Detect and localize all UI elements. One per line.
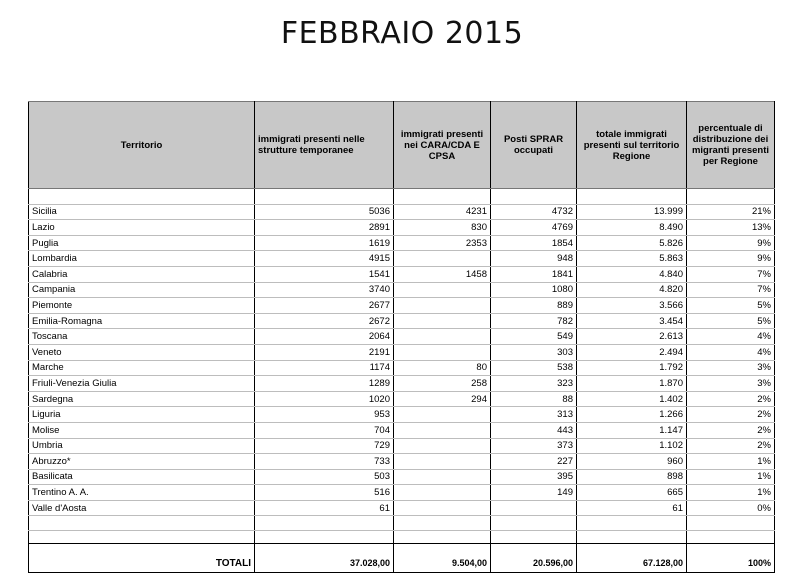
cell-totale: 4.820 bbox=[577, 282, 687, 298]
cell-sprar: 782 bbox=[491, 313, 577, 329]
cell-totale: 3.566 bbox=[577, 298, 687, 314]
cell-sprar: 88 bbox=[491, 391, 577, 407]
cell-sprar: 4769 bbox=[491, 220, 577, 236]
cell-percentuale: 2% bbox=[687, 422, 775, 438]
table-row bbox=[29, 235, 775, 251]
cell-region: Trentino A. A. bbox=[29, 485, 255, 501]
cell-region: Liguria bbox=[29, 407, 255, 423]
cell-region: Molise bbox=[29, 422, 255, 438]
cell-sprar bbox=[491, 500, 577, 516]
totals-label: TOTALI bbox=[29, 544, 255, 573]
cell-percentuale: 2% bbox=[687, 391, 775, 407]
cell-totale: 8.490 bbox=[577, 220, 687, 236]
cell-percentuale: 9% bbox=[687, 251, 775, 267]
cell-region: Sicilia bbox=[29, 204, 255, 220]
cell-temporanee: 704 bbox=[255, 422, 394, 438]
cell-sprar: 443 bbox=[491, 422, 577, 438]
table-row bbox=[29, 469, 775, 485]
gap-row bbox=[29, 531, 775, 544]
table-row bbox=[29, 329, 775, 345]
cell-region: Marche bbox=[29, 360, 255, 376]
cell-cara bbox=[394, 485, 491, 501]
cell-region: Puglia bbox=[29, 235, 255, 251]
table-row bbox=[29, 422, 775, 438]
cell-cara: 830 bbox=[394, 220, 491, 236]
total-temporanee: 37.028,00 bbox=[255, 544, 394, 573]
table-row bbox=[29, 360, 775, 376]
cell-percentuale: 3% bbox=[687, 360, 775, 376]
table-row bbox=[29, 485, 775, 501]
cell-totale: 1.792 bbox=[577, 360, 687, 376]
cell-percentuale: 5% bbox=[687, 298, 775, 314]
cell-temporanee: 4915 bbox=[255, 251, 394, 267]
cell-sprar: 323 bbox=[491, 376, 577, 392]
cell-region: Toscana bbox=[29, 329, 255, 345]
table-row bbox=[29, 454, 775, 470]
cell-percentuale: 3% bbox=[687, 376, 775, 392]
cell-cara bbox=[394, 282, 491, 298]
cell-totale: 3.454 bbox=[577, 313, 687, 329]
cell-cara: 4231 bbox=[394, 204, 491, 220]
total-sprar: 20.596,00 bbox=[491, 544, 577, 573]
cell-temporanee: 953 bbox=[255, 407, 394, 423]
cell-temporanee: 729 bbox=[255, 438, 394, 454]
cell-cara bbox=[394, 329, 491, 345]
cell-percentuale: 5% bbox=[687, 313, 775, 329]
cell-sprar: 395 bbox=[491, 469, 577, 485]
cell-region: Sardegna bbox=[29, 391, 255, 407]
cell-sprar: 373 bbox=[491, 438, 577, 454]
cell-sprar: 313 bbox=[491, 407, 577, 423]
cell-totale: 1.870 bbox=[577, 376, 687, 392]
cell-temporanee: 1541 bbox=[255, 266, 394, 282]
table-row bbox=[29, 407, 775, 423]
header-cara: immigrati presenti nei CARA/CDA E CPSA bbox=[394, 102, 491, 189]
cell-temporanee: 2677 bbox=[255, 298, 394, 314]
cell-region: Lombardia bbox=[29, 251, 255, 267]
cell-cara: 294 bbox=[394, 391, 491, 407]
cell-temporanee: 733 bbox=[255, 454, 394, 470]
cell-sprar: 549 bbox=[491, 329, 577, 345]
cell-totale: 1.402 bbox=[577, 391, 687, 407]
cell-totale: 665 bbox=[577, 485, 687, 501]
header-temporanee: immigrati presenti nelle strutture temporanee bbox=[255, 102, 394, 189]
total-cara: 9.504,00 bbox=[394, 544, 491, 573]
cell-sprar: 149 bbox=[491, 485, 577, 501]
cell-sprar: 1080 bbox=[491, 282, 577, 298]
immigration-table bbox=[28, 101, 775, 573]
cell-cara bbox=[394, 251, 491, 267]
header-sprar: Posti SPRAR occupati bbox=[491, 102, 577, 189]
table-row bbox=[29, 438, 775, 454]
cell-temporanee: 1289 bbox=[255, 376, 394, 392]
total-percentuale: 100% bbox=[687, 544, 775, 573]
cell-percentuale: 7% bbox=[687, 282, 775, 298]
cell-cara: 2353 bbox=[394, 235, 491, 251]
cell-region: Valle d'Aosta bbox=[29, 500, 255, 516]
header-territorio: Territorio bbox=[29, 102, 255, 189]
cell-temporanee: 61 bbox=[255, 500, 394, 516]
cell-totale: 960 bbox=[577, 454, 687, 470]
cell-temporanee: 503 bbox=[255, 469, 394, 485]
cell-region: Veneto bbox=[29, 344, 255, 360]
table-row bbox=[29, 282, 775, 298]
cell-percentuale: 13% bbox=[687, 220, 775, 236]
cell-temporanee: 516 bbox=[255, 485, 394, 501]
cell-cara bbox=[394, 422, 491, 438]
cell-cara: 80 bbox=[394, 360, 491, 376]
cell-region: Abruzzo* bbox=[29, 454, 255, 470]
table-row bbox=[29, 220, 775, 236]
table-row bbox=[29, 391, 775, 407]
cell-percentuale: 2% bbox=[687, 407, 775, 423]
page-title: FEBBRAIO 2015 bbox=[280, 16, 524, 51]
cell-sprar: 227 bbox=[491, 454, 577, 470]
cell-totale: 1.102 bbox=[577, 438, 687, 454]
table-row bbox=[29, 500, 775, 516]
cell-region: Piemonte bbox=[29, 298, 255, 314]
cell-percentuale: 21% bbox=[687, 204, 775, 220]
cell-temporanee: 1020 bbox=[255, 391, 394, 407]
cell-sprar: 948 bbox=[491, 251, 577, 267]
table-row bbox=[29, 204, 775, 220]
total-totale: 67.128,00 bbox=[577, 544, 687, 573]
table-row bbox=[29, 251, 775, 267]
header-percentuale: percentuale di distribuzione dei migranti presenti per Regione bbox=[687, 102, 775, 189]
cell-region: Lazio bbox=[29, 220, 255, 236]
cell-region: Umbria bbox=[29, 438, 255, 454]
table-header-row bbox=[29, 102, 775, 189]
cell-percentuale: 1% bbox=[687, 485, 775, 501]
cell-percentuale: 9% bbox=[687, 235, 775, 251]
cell-totale: 61 bbox=[577, 500, 687, 516]
cell-sprar: 4732 bbox=[491, 204, 577, 220]
cell-totale: 898 bbox=[577, 469, 687, 485]
table-row bbox=[29, 313, 775, 329]
cell-temporanee: 1174 bbox=[255, 360, 394, 376]
table-row bbox=[29, 266, 775, 282]
cell-totale: 5.863 bbox=[577, 251, 687, 267]
cell-region: Friuli-Venezia Giulia bbox=[29, 376, 255, 392]
cell-temporanee: 2064 bbox=[255, 329, 394, 345]
cell-cara bbox=[394, 298, 491, 314]
cell-totale: 4.840 bbox=[577, 266, 687, 282]
cell-percentuale: 1% bbox=[687, 454, 775, 470]
cell-cara bbox=[394, 438, 491, 454]
cell-percentuale: 4% bbox=[687, 344, 775, 360]
totals-row bbox=[29, 544, 775, 573]
cell-cara bbox=[394, 313, 491, 329]
cell-sprar: 889 bbox=[491, 298, 577, 314]
cell-totale: 2.613 bbox=[577, 329, 687, 345]
cell-sprar: 538 bbox=[491, 360, 577, 376]
cell-sprar: 1841 bbox=[491, 266, 577, 282]
cell-temporanee: 2891 bbox=[255, 220, 394, 236]
cell-temporanee: 5036 bbox=[255, 204, 394, 220]
table-row bbox=[29, 344, 775, 360]
cell-temporanee: 2191 bbox=[255, 344, 394, 360]
cell-cara bbox=[394, 454, 491, 470]
cell-totale: 2.494 bbox=[577, 344, 687, 360]
cell-temporanee: 1619 bbox=[255, 235, 394, 251]
cell-percentuale: 2% bbox=[687, 438, 775, 454]
cell-sprar: 1854 bbox=[491, 235, 577, 251]
blank-row bbox=[29, 516, 775, 531]
cell-sprar: 303 bbox=[491, 344, 577, 360]
spacer-row bbox=[29, 189, 775, 205]
cell-cara: 258 bbox=[394, 376, 491, 392]
cell-cara bbox=[394, 469, 491, 485]
cell-cara: 1458 bbox=[394, 266, 491, 282]
cell-totale: 1.147 bbox=[577, 422, 687, 438]
cell-totale: 5.826 bbox=[577, 235, 687, 251]
cell-region: Basilicata bbox=[29, 469, 255, 485]
cell-cara bbox=[394, 500, 491, 516]
cell-cara bbox=[394, 344, 491, 360]
cell-cara bbox=[394, 407, 491, 423]
cell-temporanee: 3740 bbox=[255, 282, 394, 298]
cell-region: Calabria bbox=[29, 266, 255, 282]
cell-percentuale: 4% bbox=[687, 329, 775, 345]
cell-temporanee: 2672 bbox=[255, 313, 394, 329]
cell-percentuale: 0% bbox=[687, 500, 775, 516]
cell-region: Emilia-Romagna bbox=[29, 313, 255, 329]
header-totale: totale immigrati presenti sul territorio Regione bbox=[577, 102, 687, 189]
cell-totale: 13.999 bbox=[577, 204, 687, 220]
cell-region: Campania bbox=[29, 282, 255, 298]
table-row bbox=[29, 298, 775, 314]
cell-percentuale: 7% bbox=[687, 266, 775, 282]
cell-percentuale: 1% bbox=[687, 469, 775, 485]
table-row bbox=[29, 376, 775, 392]
cell-totale: 1.266 bbox=[577, 407, 687, 423]
